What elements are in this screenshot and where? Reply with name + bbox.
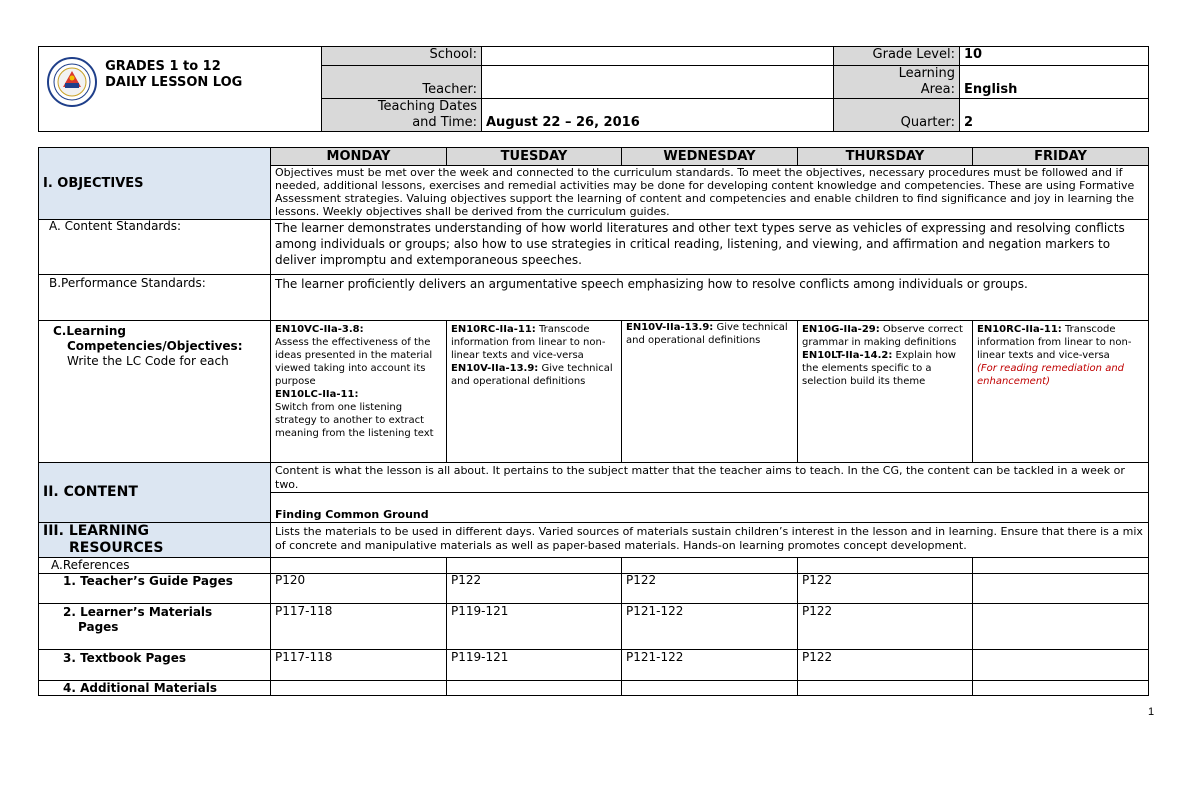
day-header-wednesday: WEDNESDAY xyxy=(622,148,798,166)
competencies-label xyxy=(39,321,271,463)
textbook-pages-thursday: P122 xyxy=(798,650,973,681)
references-cell-thursday xyxy=(798,558,973,574)
tuesday-code-1: EN10RC-IIa-11: xyxy=(451,324,536,335)
learners-materials-label-line-2: Pages xyxy=(78,620,119,634)
learning-area-label xyxy=(834,66,960,99)
competencies-label-line-2: Competencies/Objectives: xyxy=(67,339,243,353)
friday-code-1: EN10RC-IIa-11: xyxy=(977,324,1062,335)
resources-heading-line-1: III. LEARNING xyxy=(43,523,150,539)
competency-friday xyxy=(973,321,1149,463)
objectives-heading: I. OBJECTIVES xyxy=(39,148,271,220)
additional-materials-monday xyxy=(271,681,447,696)
learners-materials-friday xyxy=(973,604,1149,650)
competency-thursday xyxy=(798,321,973,463)
title-line-2: DAILY LESSON LOG xyxy=(105,75,243,90)
competency-wednesday xyxy=(622,321,798,463)
teachers-guide-tuesday: P122 xyxy=(447,574,622,604)
thursday-code-1: EN10G-IIa-29: xyxy=(802,324,880,335)
thursday-code-2: EN10LT-IIa-14.2: xyxy=(802,350,893,361)
teacher-label: Teacher: xyxy=(322,66,482,99)
competency-tuesday xyxy=(447,321,622,463)
learners-materials-label xyxy=(39,604,271,650)
learning-area-label-line-2: Area: xyxy=(920,82,955,97)
tuesday-text-1: Transcode information from linear to non-linear texts and vice-versa xyxy=(451,324,606,361)
textbook-pages-label: 3. Textbook Pages xyxy=(39,650,271,681)
textbook-pages-tuesday: P119-121 xyxy=(447,650,622,681)
content-heading: II. CONTENT xyxy=(39,463,271,523)
content-standards-text: The learner demonstrates understanding of how world literatures and other text types serve as vehicles of expressing and resolving conflicts among individuals or groups; also how to use strategies in critical reading, listening, and viewing, and affirmation and negation markers to deliver impromptu and extemporaneous speeches. xyxy=(271,220,1149,275)
monday-text-1: Assess the effectiveness of the ideas presented in the material viewed taking into account its purpose xyxy=(275,337,433,387)
page-number: 1 xyxy=(1148,706,1155,718)
teaching-dates-label-line-1: Teaching Dates xyxy=(377,99,477,114)
tuesday-code-2: EN10V-IIa-13.9: xyxy=(451,363,539,374)
references-label: A.References xyxy=(39,558,271,574)
title-cell xyxy=(39,47,322,132)
monday-text-2: Switch from one listening strategy to another to extract meaning from the listening text xyxy=(275,402,434,439)
learning-area-label-line-1: Learning xyxy=(898,66,955,81)
performance-standards-label: B.Performance Standards: xyxy=(39,275,271,321)
content-text: Content is what the lesson is all about. It pertains to the subject matter that the teacher aims to teach. In the CG, the content can be tackled in a week or two. xyxy=(271,463,1149,493)
resources-text: Lists the materials to be used in different days. Varied sources of materials sustain children’s interest in the lesson and in learning. Ensure that there is a mix of concrete and manipulative materials as well as paper-based materials. Hands-on learning promotes concept development. xyxy=(271,523,1149,558)
teaching-dates-label-line-2: and Time: xyxy=(412,115,477,130)
textbook-pages-monday: P117-118 xyxy=(271,650,447,681)
teacher-value[interactable] xyxy=(482,66,834,99)
wednesday-text-1: Give technical and operational definitions xyxy=(626,322,788,346)
quarter-value[interactable]: 2 xyxy=(960,99,1149,132)
references-cell-wednesday xyxy=(622,558,798,574)
competencies-label-line-3: Write the LC Code for each xyxy=(67,354,229,368)
friday-note: (For reading remediation and enhancement) xyxy=(977,363,1125,387)
textbook-pages-friday xyxy=(973,650,1149,681)
header-table xyxy=(38,46,1149,132)
additional-materials-friday xyxy=(973,681,1149,696)
monday-code-2: EN10LC-IIa-11: xyxy=(275,389,359,400)
lesson-log-table xyxy=(38,147,1149,696)
wednesday-code-1: EN10V-IIa-13.9: xyxy=(626,322,714,333)
teaching-dates-value[interactable]: August 22 – 26, 2016 xyxy=(482,99,834,132)
learners-materials-thursday: P122 xyxy=(798,604,973,650)
teachers-guide-thursday: P122 xyxy=(798,574,973,604)
day-header-thursday: THURSDAY xyxy=(798,148,973,166)
grade-level-label: Grade Level: xyxy=(834,47,960,66)
additional-materials-thursday xyxy=(798,681,973,696)
learners-materials-wednesday: P121-122 xyxy=(622,604,798,650)
teachers-guide-friday xyxy=(973,574,1149,604)
learners-materials-label-line-1: 2. Learner’s Materials xyxy=(63,605,213,619)
references-cell-tuesday xyxy=(447,558,622,574)
title-line-1: GRADES 1 to 12 xyxy=(105,59,221,74)
tuesday-text-2: Give technical and operational definitions xyxy=(451,363,613,387)
day-header-monday: MONDAY xyxy=(271,148,447,166)
textbook-pages-wednesday: P121-122 xyxy=(622,650,798,681)
references-cell-monday xyxy=(271,558,447,574)
school-label: School: xyxy=(322,47,482,66)
competencies-label-line-1: C.Learning xyxy=(53,324,126,338)
learners-materials-tuesday: P119-121 xyxy=(447,604,622,650)
learners-materials-monday: P117-118 xyxy=(271,604,447,650)
content-topic: Finding Common Ground xyxy=(271,493,1149,523)
friday-text-1: Transcode information from linear to non-linear texts and vice-versa xyxy=(977,324,1132,361)
resources-heading xyxy=(39,523,271,558)
teachers-guide-label: 1. Teacher’s Guide Pages xyxy=(39,574,271,604)
monday-code-1: EN10VC-IIa-3.8: xyxy=(275,324,364,335)
thursday-text-2: Explain how the elements specific to a selection build its theme xyxy=(802,350,956,387)
school-value[interactable] xyxy=(482,47,834,66)
additional-materials-wednesday xyxy=(622,681,798,696)
teaching-dates-label xyxy=(322,99,482,132)
content-standards-label: A. Content Standards: xyxy=(39,220,271,275)
day-header-friday: FRIDAY xyxy=(973,148,1149,166)
teachers-guide-monday: P120 xyxy=(271,574,447,604)
competency-monday xyxy=(271,321,447,463)
quarter-label: Quarter: xyxy=(834,99,960,132)
teachers-guide-wednesday: P122 xyxy=(622,574,798,604)
objectives-text: Objectives must be met over the week and connected to the curriculum standards. To meet the objectives, necessary procedures must be followed and if needed, additional lessons, exercises and remedial activities may be done for developing content knowledge and competencies. These are using Formative Assessment strategies. Valuing objectives support the learning of content and competencies and enable children to find significance and joy in learning the lessons. Weekly objectives shall be derived from the curriculum guides. xyxy=(271,166,1149,220)
deped-seal-icon xyxy=(47,57,97,107)
references-cell-friday xyxy=(973,558,1149,574)
additional-materials-label: 4. Additional Materials xyxy=(39,681,271,696)
performance-standards-text: The learner proficiently delivers an argumentative speech emphasizing how to resolve conflicts among individuals or groups. xyxy=(271,275,1149,321)
day-header-tuesday: TUESDAY xyxy=(447,148,622,166)
additional-materials-tuesday xyxy=(447,681,622,696)
resources-heading-line-2: RESOURCES xyxy=(69,540,164,556)
learning-area-value[interactable]: English xyxy=(960,66,1149,99)
grade-level-value[interactable]: 10 xyxy=(960,47,1149,66)
thursday-text-1: Observe correct grammar in making definitions xyxy=(802,324,963,348)
